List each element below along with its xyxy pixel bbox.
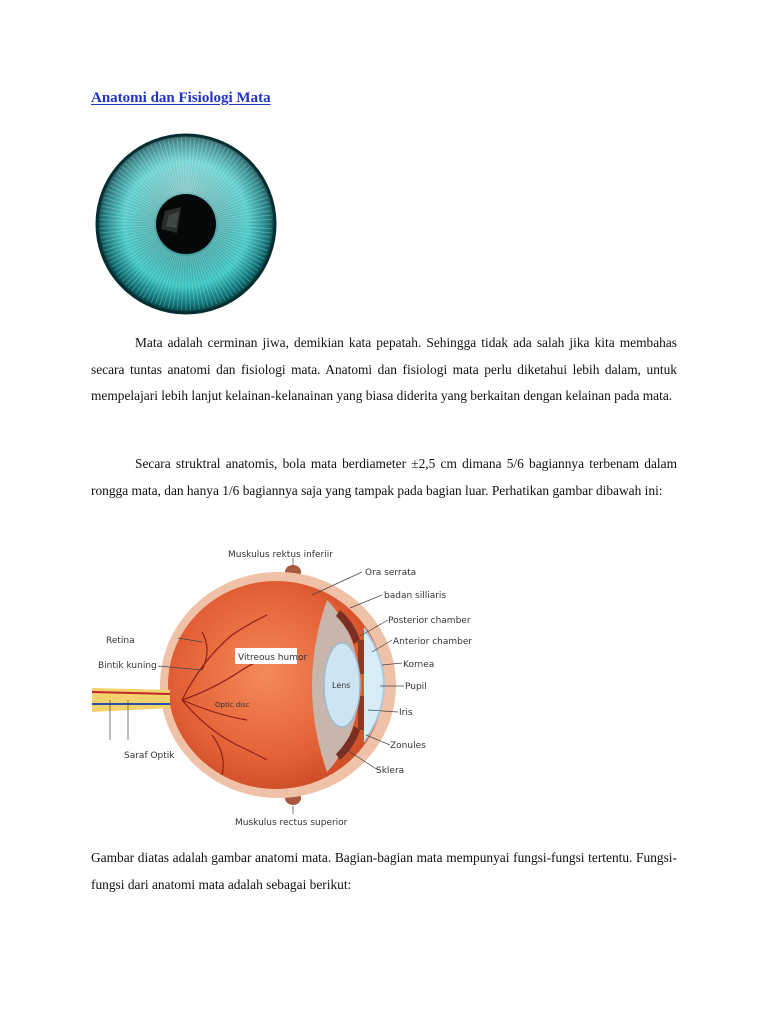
eye-iris-icon (95, 133, 277, 315)
paragraph-functions: Gambar diatas adalah gambar anatomi mata. Bagian-bagian mata mempunyai fungsi-fungsi tertentu. Fungsi-fungsi dari anatomi mata adalah sebagai berikut: (91, 850, 677, 892)
label-optic-disc: Optic disc (215, 701, 250, 709)
label-bintik-kuning: Bintik kuning (98, 661, 157, 671)
label-kornea: Kornea (403, 660, 435, 670)
label-sklera: Sklera (376, 766, 405, 776)
label-saraf-optik: Saraf Optik (124, 751, 175, 761)
label-posterior-chamber: Posterior chamber (388, 616, 471, 626)
label-pupil: Pupil (405, 682, 427, 692)
label-retina: Retina (106, 636, 135, 646)
label-muskulus-rectus-superior: Muskulus rectus superior (235, 818, 348, 828)
label-vitreous-humor: Vitreous humor (238, 653, 308, 663)
label-muskulus-rektus-inferior: Muskulus rektus inferiir (228, 550, 333, 560)
page-title[interactable]: Anatomi dan Fisiologi Mata (91, 90, 271, 106)
iris-image (95, 133, 277, 315)
paragraph-intro: Mata adalah cerminan jiwa, demikian kata pepatah. Sehingga tidak ada salah jika kita membahas secara tuntas anatomi dan fisiologi mata. Anatomi dan fisiologi mata perlu diketahui lebih dalam, untuk mempelajari lebih lanjut kelainan-kelanainan yang biasa diderita yang berkaitan dengan kelainan pada mata. (91, 335, 677, 403)
paragraph-structure: Secara struktral anatomis, bola mata berdiameter ±2,5 cm dimana 5/6 bagiannya terbenam dalam rongga mata, dan hanya 1/6 bagiannya saja yang tampak pada bagian luar. Perhatikan gambar dibawah ini: (91, 456, 677, 498)
label-ora-serrata: Ora serrata (365, 568, 417, 578)
label-iris: Iris (399, 708, 413, 718)
label-lens: Lens (332, 681, 351, 690)
label-badan-silliaris: badan silliaris (384, 591, 447, 601)
eye-anatomy-diagram (92, 540, 482, 830)
label-anterior-chamber: Anterior chamber (393, 637, 473, 647)
label-zonules: Zonules (390, 741, 426, 751)
